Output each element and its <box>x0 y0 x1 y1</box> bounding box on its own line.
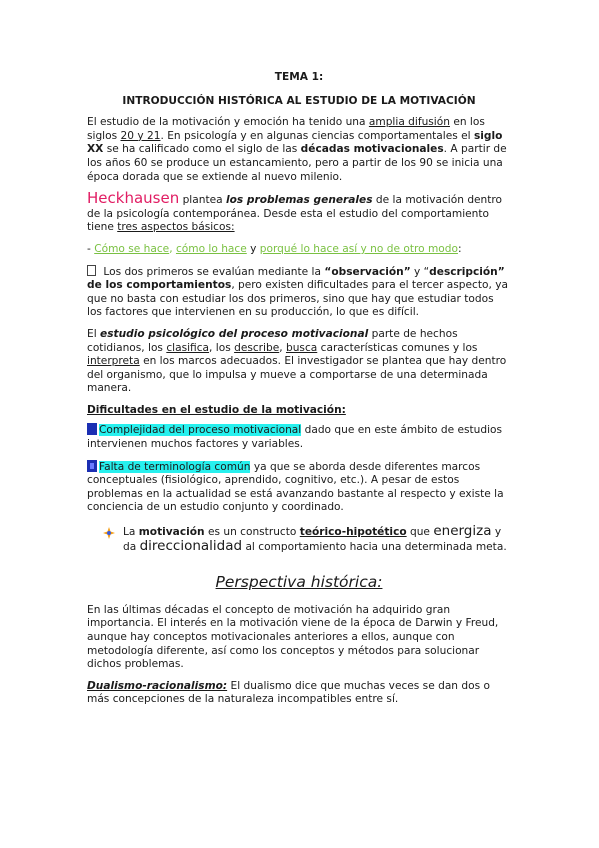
text: en los marcos adecuados. El investigador se plantea que hay dentro del organismo, que lo impulsa y mueve a comportarse de una determinada manera. <box>87 355 507 395</box>
text: El estudio de la motivación y emoción ha tenido una <box>87 116 369 129</box>
paragraph-intro <box>87 116 511 184</box>
underlined-text: clasifica <box>166 341 210 354</box>
text: La <box>123 526 139 539</box>
page-subtitle: INTRODUCCIÓN HISTÓRICA AL ESTUDIO DE LA MOTIVACIÓN <box>122 94 476 107</box>
page-title: TEMA 1: <box>274 71 324 83</box>
bold-italic-underlined-text: Dualismo-racionalismo: <box>87 679 228 692</box>
text: características comunes y los <box>317 341 478 354</box>
underlined-text: amplia difusión <box>368 116 450 129</box>
text: que <box>406 526 434 539</box>
text: . A partir de los años 60 se produce un estancamiento, pero a partir de los 90 se inicia una época dorada que se extiende al nuevo milenio. <box>87 143 507 183</box>
paragraph-dualism <box>87 680 511 707</box>
text: dado que en este ámbito de estudios intervienen muchos factores y variables. <box>87 424 503 451</box>
bold-underlined-text: teórico-hipotético <box>299 526 407 539</box>
bold-text: décadas motivacionales <box>300 143 444 156</box>
sparkle-bullet-icon <box>103 527 115 539</box>
author-name: Heckhausen <box>87 189 180 208</box>
text: , los <box>209 341 235 354</box>
heading-perspective: Perspectiva histórica: <box>215 573 383 592</box>
bullet-motivation <box>87 525 511 554</box>
bold-italic-text: estudio psicológico del proceso motivacional <box>100 327 369 340</box>
highlighted-text: Falta de terminología común <box>99 460 251 473</box>
heading-difficulties: Dificultades en el estudio de la motivación: <box>87 403 346 416</box>
text: , <box>279 341 286 354</box>
text: , <box>169 242 176 255</box>
bold-italic-text: los problemas generales <box>225 194 373 207</box>
underlined-text: 20 y 21 <box>120 129 161 142</box>
paragraph-terminology <box>87 460 511 515</box>
bold-text: siglo XX <box>87 129 503 156</box>
text: al comportamiento hacia una determinada meta. <box>242 540 507 553</box>
paragraph-complexity <box>87 423 511 451</box>
text: y da <box>123 526 502 553</box>
underlined-text: busca <box>285 341 318 354</box>
text: - <box>87 242 95 255</box>
aspect-2: cómo lo hace <box>175 242 247 255</box>
aspect-1: Cómo se hace <box>94 242 170 255</box>
paragraph-decades: En las últimas décadas el concepto de motivación ha adquirido gran importancia. El interés en la motivación viene de la época de Darwin y Freud, aunque hay conceptos motivacionales anteriores a ellos, aunque con metodología diferente, así como los conceptos y métodos para solucionar dichos problemas. <box>87 603 499 671</box>
large-text: energiza <box>433 523 492 540</box>
text: en los siglos <box>87 116 485 142</box>
highlighted-text: Complejidad del proceso motivacional <box>99 424 302 437</box>
underlined-text: interpreta <box>87 355 140 368</box>
large-text: direccionalidad <box>139 537 243 554</box>
highlight-block-icon <box>87 460 97 472</box>
text: . En psicología y en algunas ciencias comportamentales el <box>160 129 474 142</box>
paragraph-observation <box>87 265 511 320</box>
paragraph-study <box>87 328 511 396</box>
document-body <box>87 71 511 715</box>
aspect-3: porqué lo hace así y no de otro modo <box>259 242 458 255</box>
text: de la motivación dentro de la psicología contemporánea. Desde esta el estudio del comportamiento tiene <box>87 194 503 234</box>
text: Los dos primeros se evalúan mediante la <box>100 265 325 278</box>
text: y <box>246 242 260 255</box>
text: El <box>87 327 101 340</box>
paragraph-heckhausen <box>87 189 511 235</box>
text: ya que se aborda desde diferentes marcos conceptuales (fisiológico, aprendido, cognitivo, etc.). A pesar de estos problemas en la actualidad se está avanzando bastante al respecto y existe la conciencia de un estudio conjunto y coordinado. <box>87 460 504 514</box>
bold-text: “observación” <box>324 265 411 278</box>
highlight-block-icon <box>87 423 97 435</box>
checkbox-icon <box>87 265 96 276</box>
bold-text: motivación <box>138 526 205 539</box>
text: y “ <box>410 265 430 278</box>
text: : <box>457 242 462 255</box>
paragraph-aspects <box>87 243 511 257</box>
text: se ha calificado como el siglo de las <box>103 143 301 156</box>
underlined-text: tres aspectos básicos: <box>117 221 235 234</box>
text: , pero existen dificultades para el tercer aspecto, ya que no basta con estudiar los dos primeros, sino que hay que estudiar todos los factores que intervienen en su producción, lo que es difícil. <box>87 279 509 319</box>
text: El dualismo dice que muchas veces se dan dos o más concepciones de la naturaleza incompatibles entre sí. <box>87 679 490 706</box>
bold-text: descripción” de los comportamientos <box>87 265 505 292</box>
underlined-text: describe <box>234 341 280 354</box>
text: parte de hechos cotidianos, los <box>87 327 458 354</box>
text: plantea <box>179 194 226 207</box>
text: es un constructo <box>204 526 300 539</box>
